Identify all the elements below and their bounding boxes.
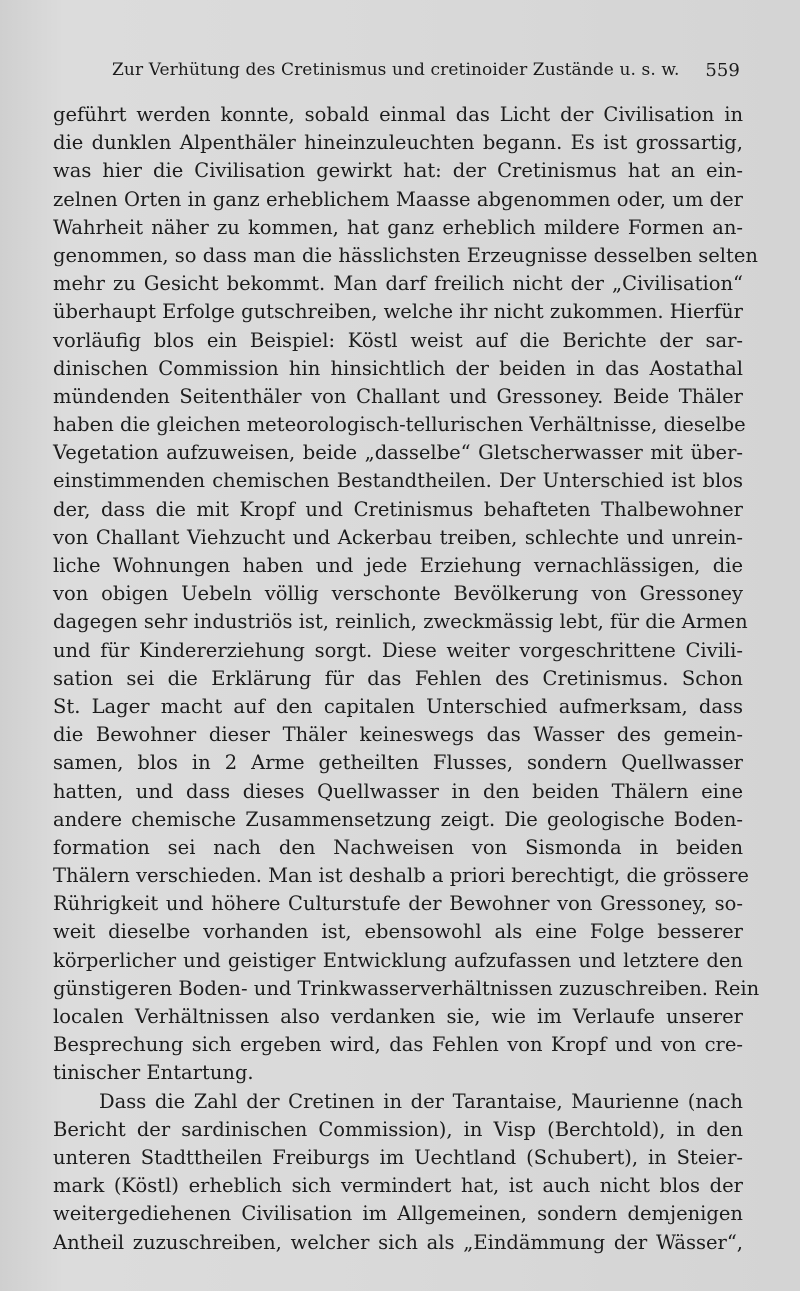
text-line: Bericht der sardinischen Commission), in Visp (Berchtold), in den [53,1117,743,1141]
text-line: der, dass die mit Kropf und Cretinismus behafteten Thalbewohner [53,497,743,521]
text-line: dagegen sehr industriös ist, reinlich, zweckmässig lebt, für die Armen [53,610,748,634]
text-line: von obigen Uebeln völlig verschonte Bevölkerung von Gressoney [53,582,743,606]
text-line: haben die gleichen meteorologisch-tellurischen Verhältnisse, dieselbe [53,413,746,437]
text-line: localen Verhältnissen also verdanken sie, wie im Verlaufe unserer [53,1005,743,1028]
text-line: geführt werden konnte, sobald einmal das Licht der Civilisation in [53,103,743,126]
text-line: Besprechung sich ergeben wird, das Fehlen von Kropf und von cre- [53,1033,743,1057]
text-line: sation sei die Erklärung für das Fehlen des Cretinismus. Schon [53,666,743,690]
page-number: 559 [705,60,740,81]
text-line: günstigeren Boden- und Trinkwasserverhältnissen zuzuschreiben. Rein [53,976,760,1000]
text-line: mündenden Seitenthäler von Challant und Gressoney. Beide Thäler [53,384,743,408]
text-line: die Bewohner dieser Thäler keineswegs das Wasser des gemein- [53,723,743,747]
text-line: mehr zu Gesicht bekommt. Man darf freilich nicht der „Civilisation“ [53,272,743,296]
text-line: liche Wohnungen haben und jede Erziehung vernachlässigen, die [53,554,743,577]
text-line: und für Kindererziehung sorgt. Diese weiter vorgeschrittene Civili- [53,638,743,662]
text-line: Wahrheit näher zu kommen, hat ganz erheblich mildere Formen an- [53,215,743,239]
text-line: unteren Stadttheilen Freiburgs im Uechtland (Schubert), in Steier- [53,1145,743,1169]
text-line: vorläufig blos ein Beispiel: Köstl weist auf die Berichte der sar- [53,328,743,352]
text-line: zelnen Orten in ganz erheblichem Maasse abgenommen oder, um der [53,187,743,211]
text-line: genommen, so dass man die hässlichsten Erzeugnisse desselben selten [53,243,758,267]
paragraph-start-line: Dass die Zahl der Cretinen in der Tarantaise, Maurienne (nach [99,1089,743,1113]
text-line: mark (Köstl) erheblich sich vermindert hat, ist auch nicht blos der [53,1174,743,1198]
text-line: was hier die Civilisation gewirkt hat: der Cretinismus hat an ein- [53,159,743,183]
text-line: Rührigkeit und höhere Culturstufe der Bewohner von Gressoney, so- [53,892,743,916]
text-line: die dunklen Alpenthäler hineinzuleuchten begann. Es ist grossartig, [53,131,743,155]
text-line: weit dieselbe vorhanden ist, ebensowohl als eine Folge besserer [53,920,743,944]
text-line: formation sei nach den Nachweisen von Sismonda in beiden [53,835,743,859]
text-line: andere chemische Zusammensetzung zeigt. Die geologische Boden- [53,807,743,831]
text-line: dinischen Commission hin hinsichtlich der beiden in das Aostathal [53,356,743,380]
text-line: Vegetation aufzuweisen, beide „dasselbe“ Gletscherwasser mit über- [53,441,743,465]
text-line: einstimmenden chemischen Bestandtheilen. Der Unterschied ist blos [53,469,743,493]
paragraph-end-line: tinischer Entartung. [53,1061,254,1085]
page-header [112,60,740,84]
text-line: Antheil zuzuschreiben, welcher sich als „Eindämmung der Wässer“, [53,1230,743,1254]
text-line: körperlicher und geistiger Entwicklung aufzufassen und letztere den [53,948,743,972]
text-line: St. Lager macht auf den capitalen Unterschied aufmerksam, dass [53,694,743,718]
text-line: samen, blos in 2 Arme getheilten Flusses, sondern Quellwasser [53,751,743,775]
text-line: von Challant Viehzucht und Ackerbau treiben, schlechte und unrein- [53,525,743,549]
text-line: Thälern verschieden. Man ist deshalb a priori berechtigt, die grössere [53,864,749,888]
text-line: weitergediehenen Civilisation im Allgemeinen, sondern demjenigen [53,1202,743,1226]
body-text [53,101,760,1257]
running-title: Zur Verhütung des Cretinismus und cretinoider Zustände u. s. w. [112,60,680,80]
text-line: hatten, und dass dieses Quellwasser in den beiden Thälern eine [53,779,743,803]
text-line: überhaupt Erfolge gutschreiben, welche ihr nicht zukommen. Hierfür [53,300,743,324]
